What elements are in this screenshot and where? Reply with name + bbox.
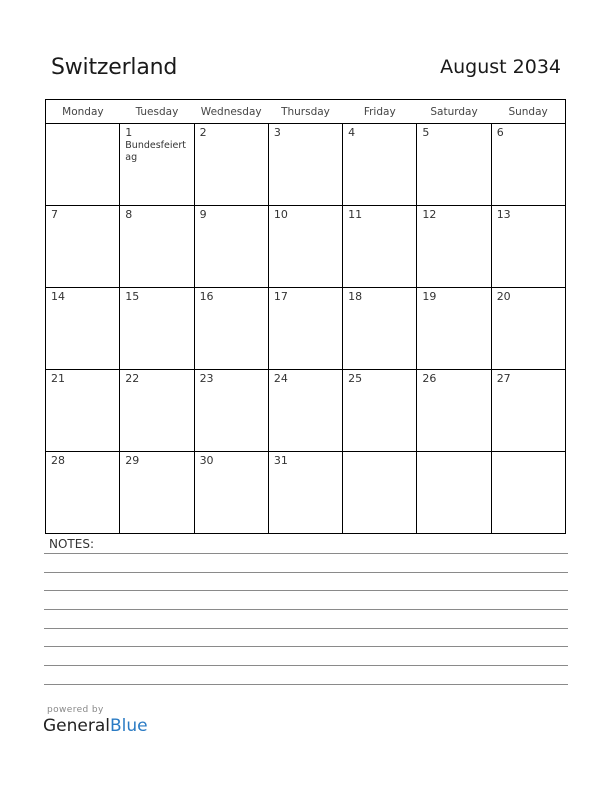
day-cell[interactable]	[120, 288, 194, 370]
day-number: 15	[125, 290, 140, 303]
notes-line	[44, 590, 568, 591]
week-row	[46, 206, 566, 288]
notes-line	[44, 684, 568, 685]
day-number: 9	[199, 208, 207, 221]
brand-general: General	[43, 716, 110, 736]
notes-line	[44, 572, 568, 573]
day-cell[interactable]	[268, 452, 342, 534]
day-cell[interactable]	[491, 206, 565, 288]
day-cell[interactable]	[268, 124, 342, 206]
day-number: 14	[51, 290, 65, 303]
day-number: 27	[496, 372, 511, 385]
day-cell[interactable]	[268, 370, 342, 452]
day-number: 12	[422, 208, 437, 221]
day-number: 29	[125, 454, 140, 467]
day-cell[interactable]	[46, 124, 120, 206]
day-cell[interactable]	[343, 288, 417, 370]
weekday-saturday: Saturday	[417, 100, 491, 124]
day-number: 20	[496, 290, 511, 303]
day-number: 31	[273, 454, 288, 467]
notes-line	[44, 609, 568, 610]
day-number: 24	[273, 372, 288, 385]
day-number: 21	[51, 372, 65, 385]
day-number: 17	[273, 290, 288, 303]
day-cell[interactable]	[46, 206, 120, 288]
generalblue-logo	[43, 716, 148, 736]
week-row	[46, 288, 566, 370]
holiday-label: Bundesfeiertag	[125, 140, 186, 163]
day-number: 18	[348, 290, 363, 303]
powered-by-text: powered by	[47, 705, 104, 715]
day-number: 4	[348, 126, 356, 139]
day-number: 25	[348, 372, 363, 385]
day-number: 13	[496, 208, 511, 221]
day-number: 16	[199, 290, 214, 303]
weekday-friday: Friday	[343, 100, 417, 124]
day-cell[interactable]	[120, 124, 194, 206]
weekday-sunday: Sunday	[491, 100, 565, 124]
day-cell[interactable]	[491, 452, 565, 534]
day-cell[interactable]	[194, 370, 268, 452]
day-number: 23	[199, 372, 214, 385]
day-number: 19	[422, 290, 437, 303]
calendar-grid	[45, 99, 566, 534]
day-number: 6	[496, 126, 504, 139]
day-cell[interactable]	[417, 370, 491, 452]
notes-line	[44, 646, 568, 647]
weekday-header-row	[46, 100, 566, 124]
day-cell[interactable]	[194, 124, 268, 206]
day-cell[interactable]	[120, 206, 194, 288]
day-cell[interactable]	[491, 124, 565, 206]
day-cell[interactable]	[417, 452, 491, 534]
day-number: 7	[51, 208, 58, 221]
day-cell[interactable]	[194, 206, 268, 288]
day-cell[interactable]	[417, 124, 491, 206]
day-cell[interactable]	[46, 288, 120, 370]
week-row	[46, 370, 566, 452]
day-number: 22	[125, 372, 140, 385]
weekday-monday: Monday	[46, 100, 120, 124]
day-number: 1	[125, 126, 133, 139]
weekday-tuesday: Tuesday	[120, 100, 194, 124]
day-number: 10	[273, 208, 288, 221]
day-cell[interactable]	[417, 288, 491, 370]
brand-blue: Blue	[110, 716, 148, 736]
day-cell[interactable]	[268, 206, 342, 288]
month-year-title: August 2034	[440, 56, 561, 78]
day-cell[interactable]	[268, 288, 342, 370]
day-number: 28	[51, 454, 65, 467]
day-number: 26	[422, 372, 437, 385]
day-cell[interactable]	[343, 124, 417, 206]
day-cell[interactable]	[417, 206, 491, 288]
day-cell[interactable]	[491, 370, 565, 452]
day-number: 30	[199, 454, 214, 467]
day-cell[interactable]	[491, 288, 565, 370]
day-cell[interactable]	[120, 452, 194, 534]
notes-line	[44, 553, 568, 554]
notes-line	[44, 628, 568, 629]
day-number: 5	[422, 126, 430, 139]
day-cell[interactable]	[194, 452, 268, 534]
day-cell[interactable]	[46, 370, 120, 452]
day-number: 11	[348, 208, 363, 221]
day-cell[interactable]	[194, 288, 268, 370]
day-cell[interactable]	[343, 206, 417, 288]
day-cell[interactable]	[46, 452, 120, 534]
day-number: 2	[199, 126, 207, 139]
notes-line	[44, 665, 568, 666]
notes-label: NOTES:	[49, 537, 94, 551]
week-row	[46, 124, 566, 206]
week-row	[46, 452, 566, 534]
day-number: 3	[273, 126, 281, 139]
day-cell[interactable]	[120, 370, 194, 452]
country-title: Switzerland	[51, 55, 178, 80]
day-number: 8	[125, 208, 133, 221]
weekday-thursday: Thursday	[268, 100, 342, 124]
day-cell[interactable]	[343, 452, 417, 534]
day-cell[interactable]	[343, 370, 417, 452]
weekday-wednesday: Wednesday	[194, 100, 268, 124]
